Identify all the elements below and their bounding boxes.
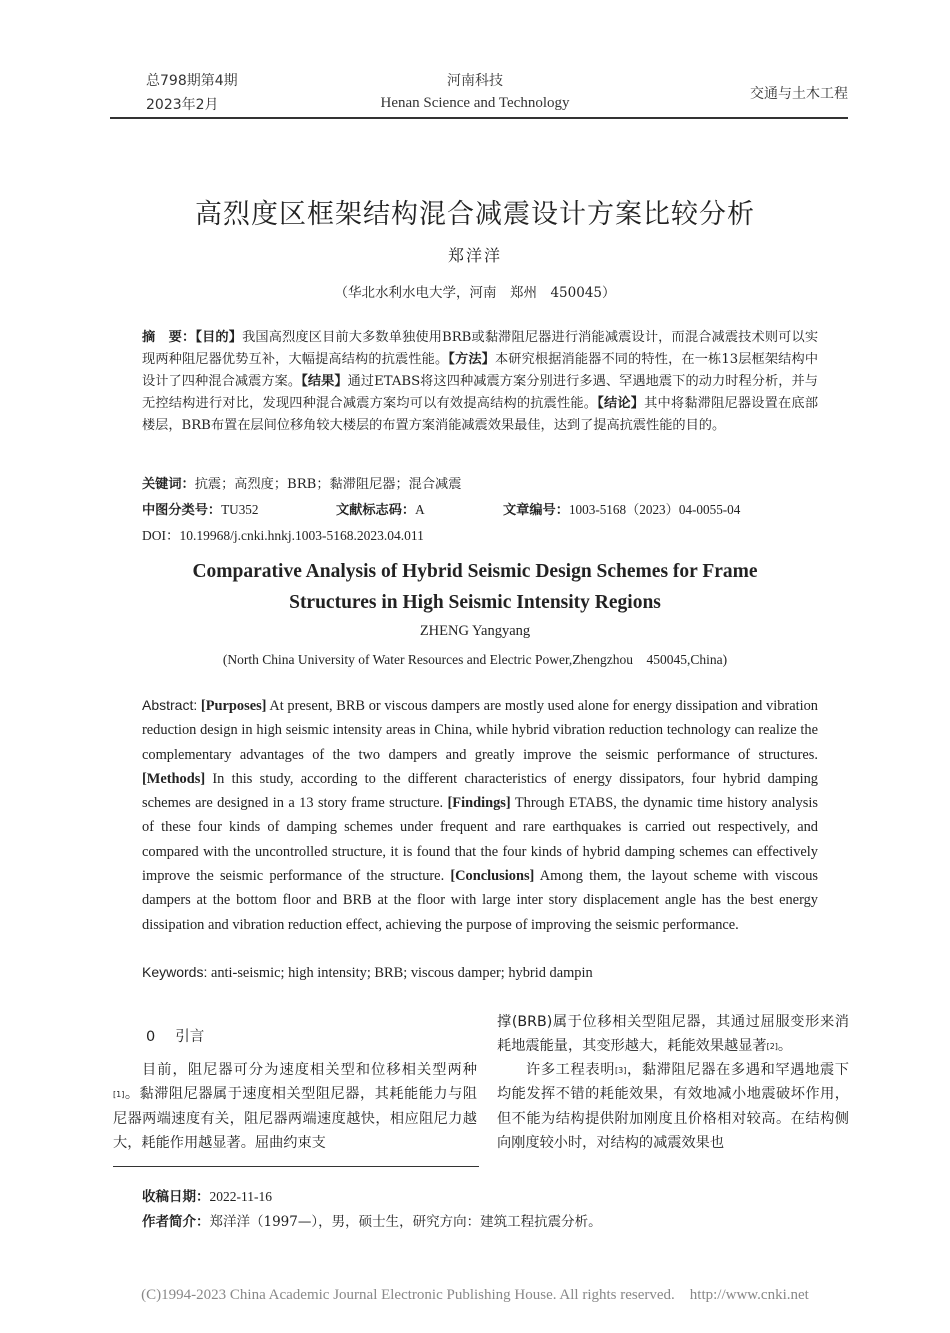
section-title: 引言 [175,1029,205,1045]
affiliation-cn-text: （华北水利水电大学，河南 郑州 450045） [334,285,616,301]
abstract-cn-tag-method: 【方法】 [448,352,495,367]
abstract-en-label: Abstract: [142,697,198,713]
body-right-text-2b: ，黏滞阻尼器在多遇和罕遇地震下均能发挥不错的耗能效果，有效地减小地震破坏作用，但不能为结构提供附加刚度且价格相对较高。在结构侧向刚度较小时，对结构的减震效果也 [497,1062,849,1151]
clc-value: TU352 [221,502,259,517]
section-label: 交通与土木工程 [750,86,848,102]
affiliation-cn [0,281,950,301]
abstract-cn-result: 通过ETABS将这四种减震方案分别进行多遇、罕遇地震下的动力时程分析，并与无控结构进行对比，发现四种混合减震方案均可以有效提高结构的抗震性能。 [142,374,818,411]
author-en: ZHENG Yangyang [419,623,531,639]
citation-2: [2] [766,1042,778,1052]
author-bio-label: 作者简介： [142,1214,210,1230]
received-date-label: 收稿日期： [142,1189,210,1205]
section-heading [146,1025,204,1046]
author-cn: 郑洋洋 [447,246,502,265]
abstract-en-conclusions: Among them, the layout scheme with viscous dampers at the bottom floor and BRB at the floor with large inter story displacement angle has the best energy dissipation and vibration reduction effect, achieving the purpose of improving the seismic performance. [142,868,818,933]
body-left-paragraph [113,1058,477,1155]
received-date [142,1186,272,1208]
body-right-text-1a: 撑(BRB)属于位移相关型阻尼器，其通过屈服变形来消耗地震能量，其变形越大，耗能效果越显著 [497,1014,849,1055]
body-left-text-a: 目前，阻尼器可分为速度相关型和位移相关型两种 [142,1062,477,1078]
body-right-paragraph-2 [497,1058,849,1155]
paper-title-cn: 高烈度区框架结构混合减震设计方案比较分析 [195,199,755,230]
citation-1: [1] [113,1090,125,1100]
copyright-notice: (C)1994-2023 China Academic Journal Electronic Publishing House. All rights reserved. http://www.cnki.net [141,1287,809,1303]
body-right-text-2a: 许多工程表明 [526,1062,616,1078]
body-left-text-b: 。黏滞阻尼器属于速度相关型阻尼器，其耗能能力与阻尼器两端速度有关，阻尼器两端速度越快，相应阻尼力越大，耗能作用越显著。屈曲约束支 [113,1086,477,1151]
keywords-cn [142,474,461,496]
abstract-en-tag-purposes: [Purposes] [200,698,267,714]
abstract-cn-tag-purpose: 【目的】 [195,330,243,345]
abstract-cn-purpose: 我国高烈度区目前大多数单独使用BRB或黏滞阻尼器进行消能减震设计，而混合减震技术则可以实现两种阻尼器优势互补，大幅提高结构的抗震性能。 [142,330,819,367]
keywords-en-value: anti-seismic; high intensity; BRB; viscous damper; hybrid dampin [207,965,593,981]
abstract-en-tag-methods: [Methods] [142,770,206,787]
clc-number [142,499,259,522]
keywords-cn-value: 抗震；高烈度；BRB；黏滞阻尼器；混合减震 [194,477,462,492]
keywords-cn-label: 关键词： [142,477,195,492]
abstract-en [142,693,818,937]
received-date-value: 2022-11-16 [209,1189,272,1204]
article-number-label: 文章编号： [503,503,569,518]
abstract-cn-tag-result: 【结果】 [301,374,348,389]
keywords-en [142,960,818,985]
abstract-cn-tag-conclusion: 【结论】 [597,396,645,411]
doc-code-value: A [415,502,425,517]
paper-title-en-line2: Structures in High Seismic Intensity Regions [289,592,661,613]
article-number [503,499,740,522]
abstract-en-findings: Through ETABS, the dynamic time history analysis of these four kinds of damping schemes under frequent and rare earthquakes is carried out respectively, and compared with the uncontrolled structure, it is found that the four kinds of hybrid damping schemes can effectively improve the seismic performance of the structure. [142,795,818,885]
header-rule [110,117,848,119]
abstract-cn-method: 本研究根据消能器不同的特性，在一栋13层框架结构中设计了四种混合减震方案。 [142,352,819,389]
issue-number: 总798期第4期 [146,73,238,89]
author-bio-value: 郑洋洋（1997—），男，硕士生，研究方向：建筑工程抗震分析。 [209,1214,602,1230]
journal-name-en: Henan Science and Technology [380,95,570,111]
doi: DOI：10.19968/j.cnki.hnkj.1003-5168.2023.04.011 [142,528,424,543]
body-right-text-1b: 。 [777,1038,793,1055]
citation-3: [3] [615,1066,627,1075]
article-number-value: 1003-5168（2023）04-0055-04 [568,502,741,517]
footnote-rule [113,1166,479,1167]
body-right-paragraph-1 [497,1010,849,1059]
journal-name-cn: 河南科技 [447,73,503,89]
keywords-en-label: Keywords: [142,964,208,980]
abstract-en-tag-findings: [Findings] [447,795,511,812]
clc-label: 中图分类号： [142,503,222,518]
author-bio [142,1211,602,1233]
paper-title-en-line1: Comparative Analysis of Hybrid Seismic Design Schemes for Frame [192,561,758,582]
abstract-en-methods: In this study, according to the different characteristics of energy dissipators, four hybrid damping schemes are designed in a 13 story frame structure. [142,770,818,812]
abstract-en-purposes: At present, BRB or viscous dampers are mostly used alone for energy dissipation and vibration reduction design in high seismic intensity areas in China, while hybrid vibration reduction technology can realize the complementary advantages of the two dampers and greatly improve the seismic performance of structures. [142,698,818,763]
section-number: 0 [146,1029,156,1045]
abstract-cn [142,327,818,437]
abstract-cn-conclusion: 其中将黏滞阻尼器设置在底部楼层，BRB布置在层间位移角较大楼层的布置方案消能减震效果最佳，达到了提高抗震性能的目的。 [142,396,819,433]
abstract-cn-label: 摘 要： [142,330,196,345]
affiliation-en: (North China University of Water Resources and Electric Power,Zhengzhou 450045,China) [222,652,728,667]
issue-date: 2023年2月 [146,97,219,113]
abstract-en-tag-conclusions: [Conclusions] [450,868,535,885]
doc-code [336,499,425,522]
doc-code-label: 文献标志码： [336,503,416,518]
